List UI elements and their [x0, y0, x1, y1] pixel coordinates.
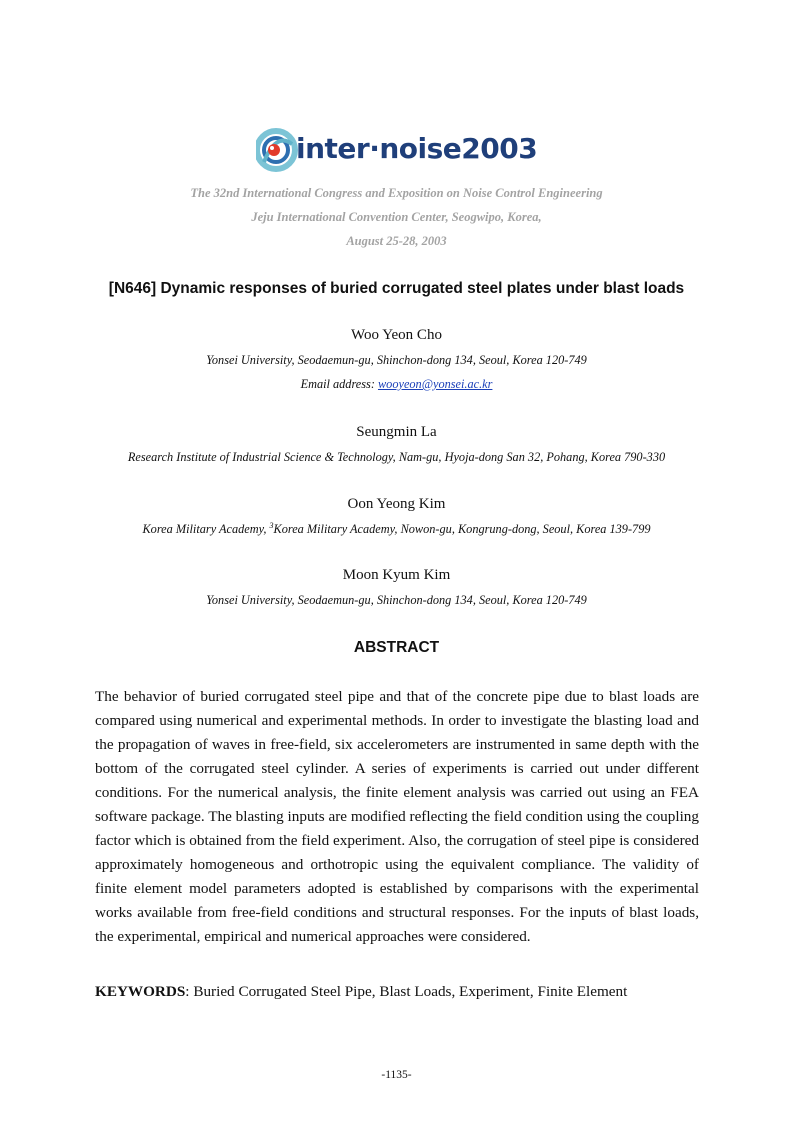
keywords-text: : Buried Corrugated Steel Pipe, Blast Loads, Experiment, Finite Element — [185, 983, 628, 1000]
author-affiliation: Yonsei University, Seodaemun-gu, Shinchon-dong 134, Seoul, Korea 120-749 — [206, 593, 587, 607]
logo-wordmark: inter·noise2003 — [296, 132, 538, 165]
author-name: Oon Yeong Kim — [347, 496, 446, 512]
author-name: Woo Yeon Cho — [351, 327, 442, 343]
keywords-line — [95, 983, 705, 1001]
affiliation-superscript: 3 — [269, 521, 274, 530]
paper-title: [N646] Dynamic responses of buried corrugated steel plates under blast loads — [108, 280, 685, 297]
affiliation-prefix: Korea Military Academy, — [142, 522, 270, 537]
author-name: Seungmin La — [356, 424, 437, 440]
swirl-logo-icon — [256, 122, 300, 178]
author-name: Moon Kyum Kim — [342, 567, 451, 583]
author-affiliation — [0, 521, 793, 537]
abstract-heading: ABSTRACT — [353, 639, 440, 656]
page-number: -1135- — [381, 1069, 412, 1081]
conference-venue: Jeju International Convention Center, Seogwipo, Korea, — [251, 210, 542, 224]
author-affiliation: Yonsei University, Seodaemun-gu, Shinchon-dong 134, Seoul, Korea 120-749 — [206, 353, 587, 367]
author-affiliation: Research Institute of Industrial Science & Technology, Nam-gu, Hyoja-dong San 32, Pohang, Korea 790-330 — [127, 450, 666, 464]
affiliation-rest: Korea Military Academy, Nowon-gu, Kongrung-dong, Seoul, Korea 139-799 — [273, 522, 651, 537]
conference-dates: August 25-28, 2003 — [346, 234, 447, 248]
conference-name: The 32nd International Congress and Exposition on Noise Control Engineering — [190, 186, 603, 200]
abstract-body: The behavior of buried corrugated steel pipe and that of the concrete pipe due to blast loads are compared using numerical and experimental methods. In order to investigate the blasting load and the propagation of waves in free-field, six accelerometers are instrumented in same depth with the bottom of the corrugated steel cylinder. A series of experiments is carried out under different conditions. For the numerical analysis, the finite element analysis was carried out using an FEA software package. The blasting inputs are modified reflecting the field condition using the coupling factor which is obtained from the field experiment. Also, the corrugation of steel pipe is considered approximately homogeneous and orthotropic using the equivalent compliance. The validity of finite element model parameters adopted is established by comparisons with the experimental works available from free-field conditions and structural responses. For the inputs of blast loads, the experimental, empirical and numerical approaches were considered. — [95, 688, 699, 945]
email-link[interactable]: wooyeon@yonsei.ac.kr — [377, 377, 493, 391]
keywords-label: KEYWORDS — [95, 983, 186, 1000]
email-label: Email address: — [300, 377, 378, 391]
author-email — [0, 377, 793, 392]
conference-logo — [256, 120, 546, 182]
